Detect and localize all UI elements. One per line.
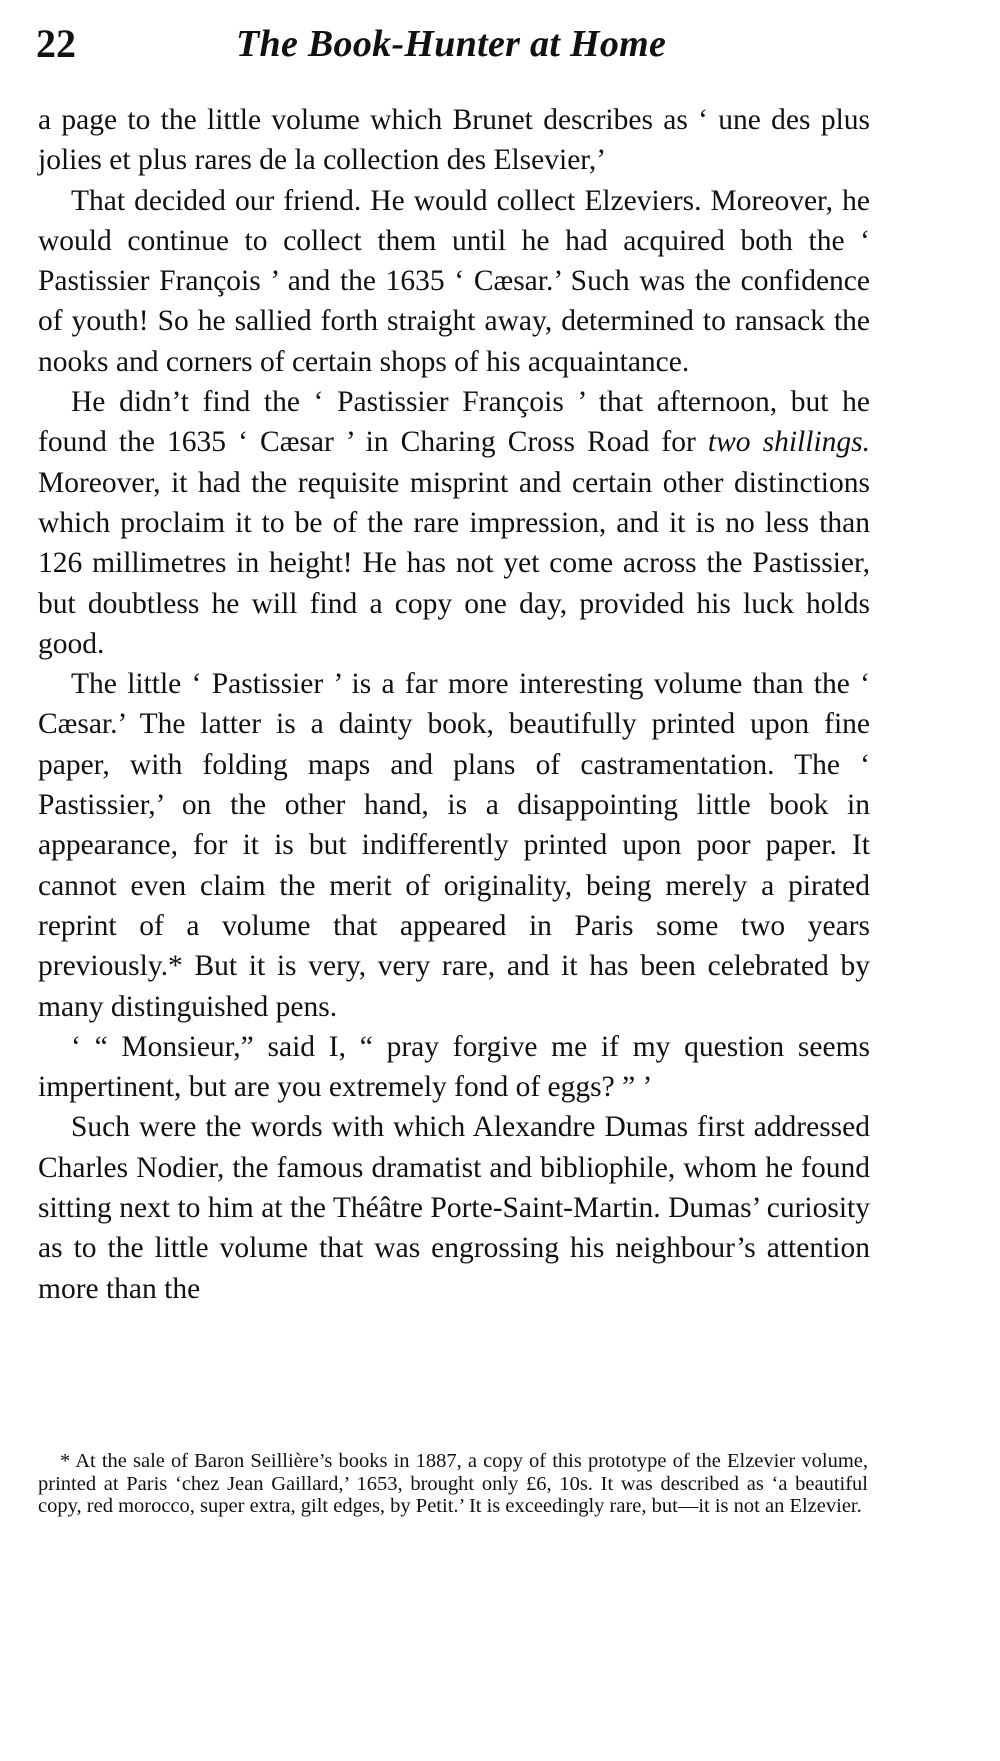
footnote [38, 1450, 868, 1518]
paragraph: The little ‘ Pastissier ’ is a far more interesting volume than the ‘ Cæsar.’ The latter is a dainty book, beautifully printed upon fine paper, with folding maps and plans of castramentation. The ‘ Pastissier,’ on the other hand, is a disappointing little book in appearance, for it is but indifferently printed upon poor paper. It cannot even claim the merit of originality, being merely a pirated reprint of a volume that appeared in Paris some two years previously.* But it is very, very rare, and it has been celebrated by many distinguished pens. [38, 668, 870, 1023]
paragraph-text: He didn’t find the ‘ Pastissier François ’ that afternoon, but he found the 1635 ‘ Cæsar ’ in Charing Cross Road for [38, 386, 870, 459]
footnote-text: * At the sale of Baron Seillière’s books in 1887, a copy of this prototype of the Elzevier volume, printed at Paris ‘chez Jean Gaillard,’ 1653, brought only £6, 10s. It was described as ‘a beautiful copy, red morocco, super extra, gilt edges, by Petit.’ It is exceedingly rare, but—it is not an Elzevier. [38, 1450, 868, 1517]
paragraph: That decided our friend. He would collect Elzeviers. Moreover, he would continue to collect them until he had acquired both the ‘ Pastissier François ’ and the 1635 ‘ Cæsar.’ Such was the confidence of youth! So he sallied forth straight away, determined to ransack the nooks and corners of certain shops of his acquaintance. [38, 184, 870, 378]
paragraph-quote: ‘ “ Monsieur,” said I, “ pray forgive me if my question seems impertinent, but are you extremely fond of eggs? ” ’ [38, 1030, 870, 1104]
paragraph-text: Moreover, it had the requisite misprint and certain other distinctions which proclaim it to be of the rare impression, and it is no less than 126 millimetres in height! He has not yet come across the Pastissier, but doubtless he will find a copy one day, provided his luck holds good. [38, 466, 870, 660]
paragraph: Such were the words with which Alexandre Dumas first addressed Charles Nodier, the famous dramatist and bibliophile, whom he found sitting next to him at the Théâtre Porte-Saint-Martin. Dumas’ curiosity as to the little volume that was engrossing his neighbour’s attention more than the [38, 1111, 870, 1305]
italic-text: two shillings. [707, 426, 871, 459]
running-title: The Book-Hunter at Home [236, 23, 667, 65]
paragraph-continued: a page to the little volume which Brunet describes as ‘ une des plus jolies et plus rares de la collection des Elsevier,’ [38, 104, 870, 177]
paragraph [38, 382, 870, 664]
body-text [38, 100, 870, 1309]
page-header [36, 14, 876, 74]
page-number: 22 [36, 21, 76, 66]
